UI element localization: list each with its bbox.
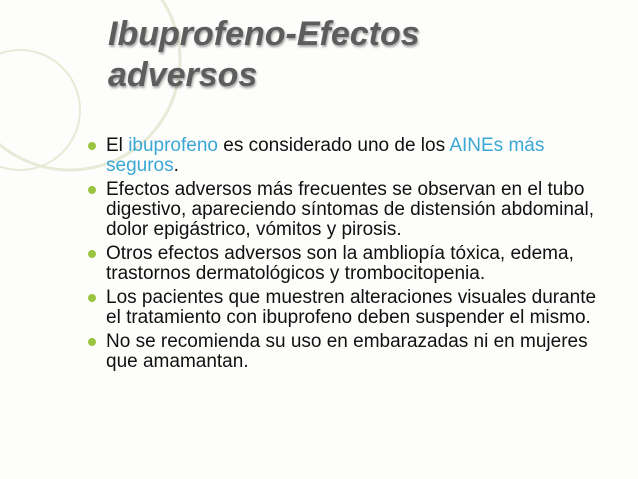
bullet-text: No se recomienda su uso en embarazadas ni en mujeres que amamantan. (106, 331, 588, 372)
bullet-item (88, 180, 608, 240)
title-line-1: Ibuprofeno-Efectos (108, 15, 420, 53)
bullet-item (88, 288, 608, 328)
bullet-dot-icon (88, 186, 96, 194)
bullet-item (88, 136, 608, 176)
bullet-text-part: El (106, 135, 129, 156)
keyword-aines-link[interactable]: AINEs más seguros (106, 135, 545, 176)
slide-title (108, 14, 420, 96)
bullet-item (88, 332, 608, 372)
bullet-dot-icon (88, 250, 96, 258)
bullet-text: Efectos adversos más frecuentes se observan en el tubo digestivo, apareciendo síntomas de distensión abdominal, dolor epigástrico, vómitos y pirosis. (106, 179, 594, 240)
bullet-text-part: es considerado uno de los (217, 135, 450, 156)
bullet-list (88, 136, 608, 376)
keyword-ibuprofeno-link[interactable]: ibuprofeno (128, 135, 218, 156)
bullet-text-part: . (173, 155, 179, 176)
title-line-2: adversos (108, 56, 258, 94)
bullet-dot-icon (88, 142, 96, 150)
bullet-text: Otros efectos adversos son la ambliopía tóxica, edema, trastornos dermatológicos y trombocitopenia. (106, 243, 574, 284)
bullet-dot-icon (88, 338, 96, 346)
bullet-text: Los pacientes que muestren alteraciones visuales durante el tratamiento con ibuprofeno deben suspender el mismo. (106, 287, 597, 328)
bullet-dot-icon (88, 294, 96, 302)
bullet-item (88, 244, 608, 284)
